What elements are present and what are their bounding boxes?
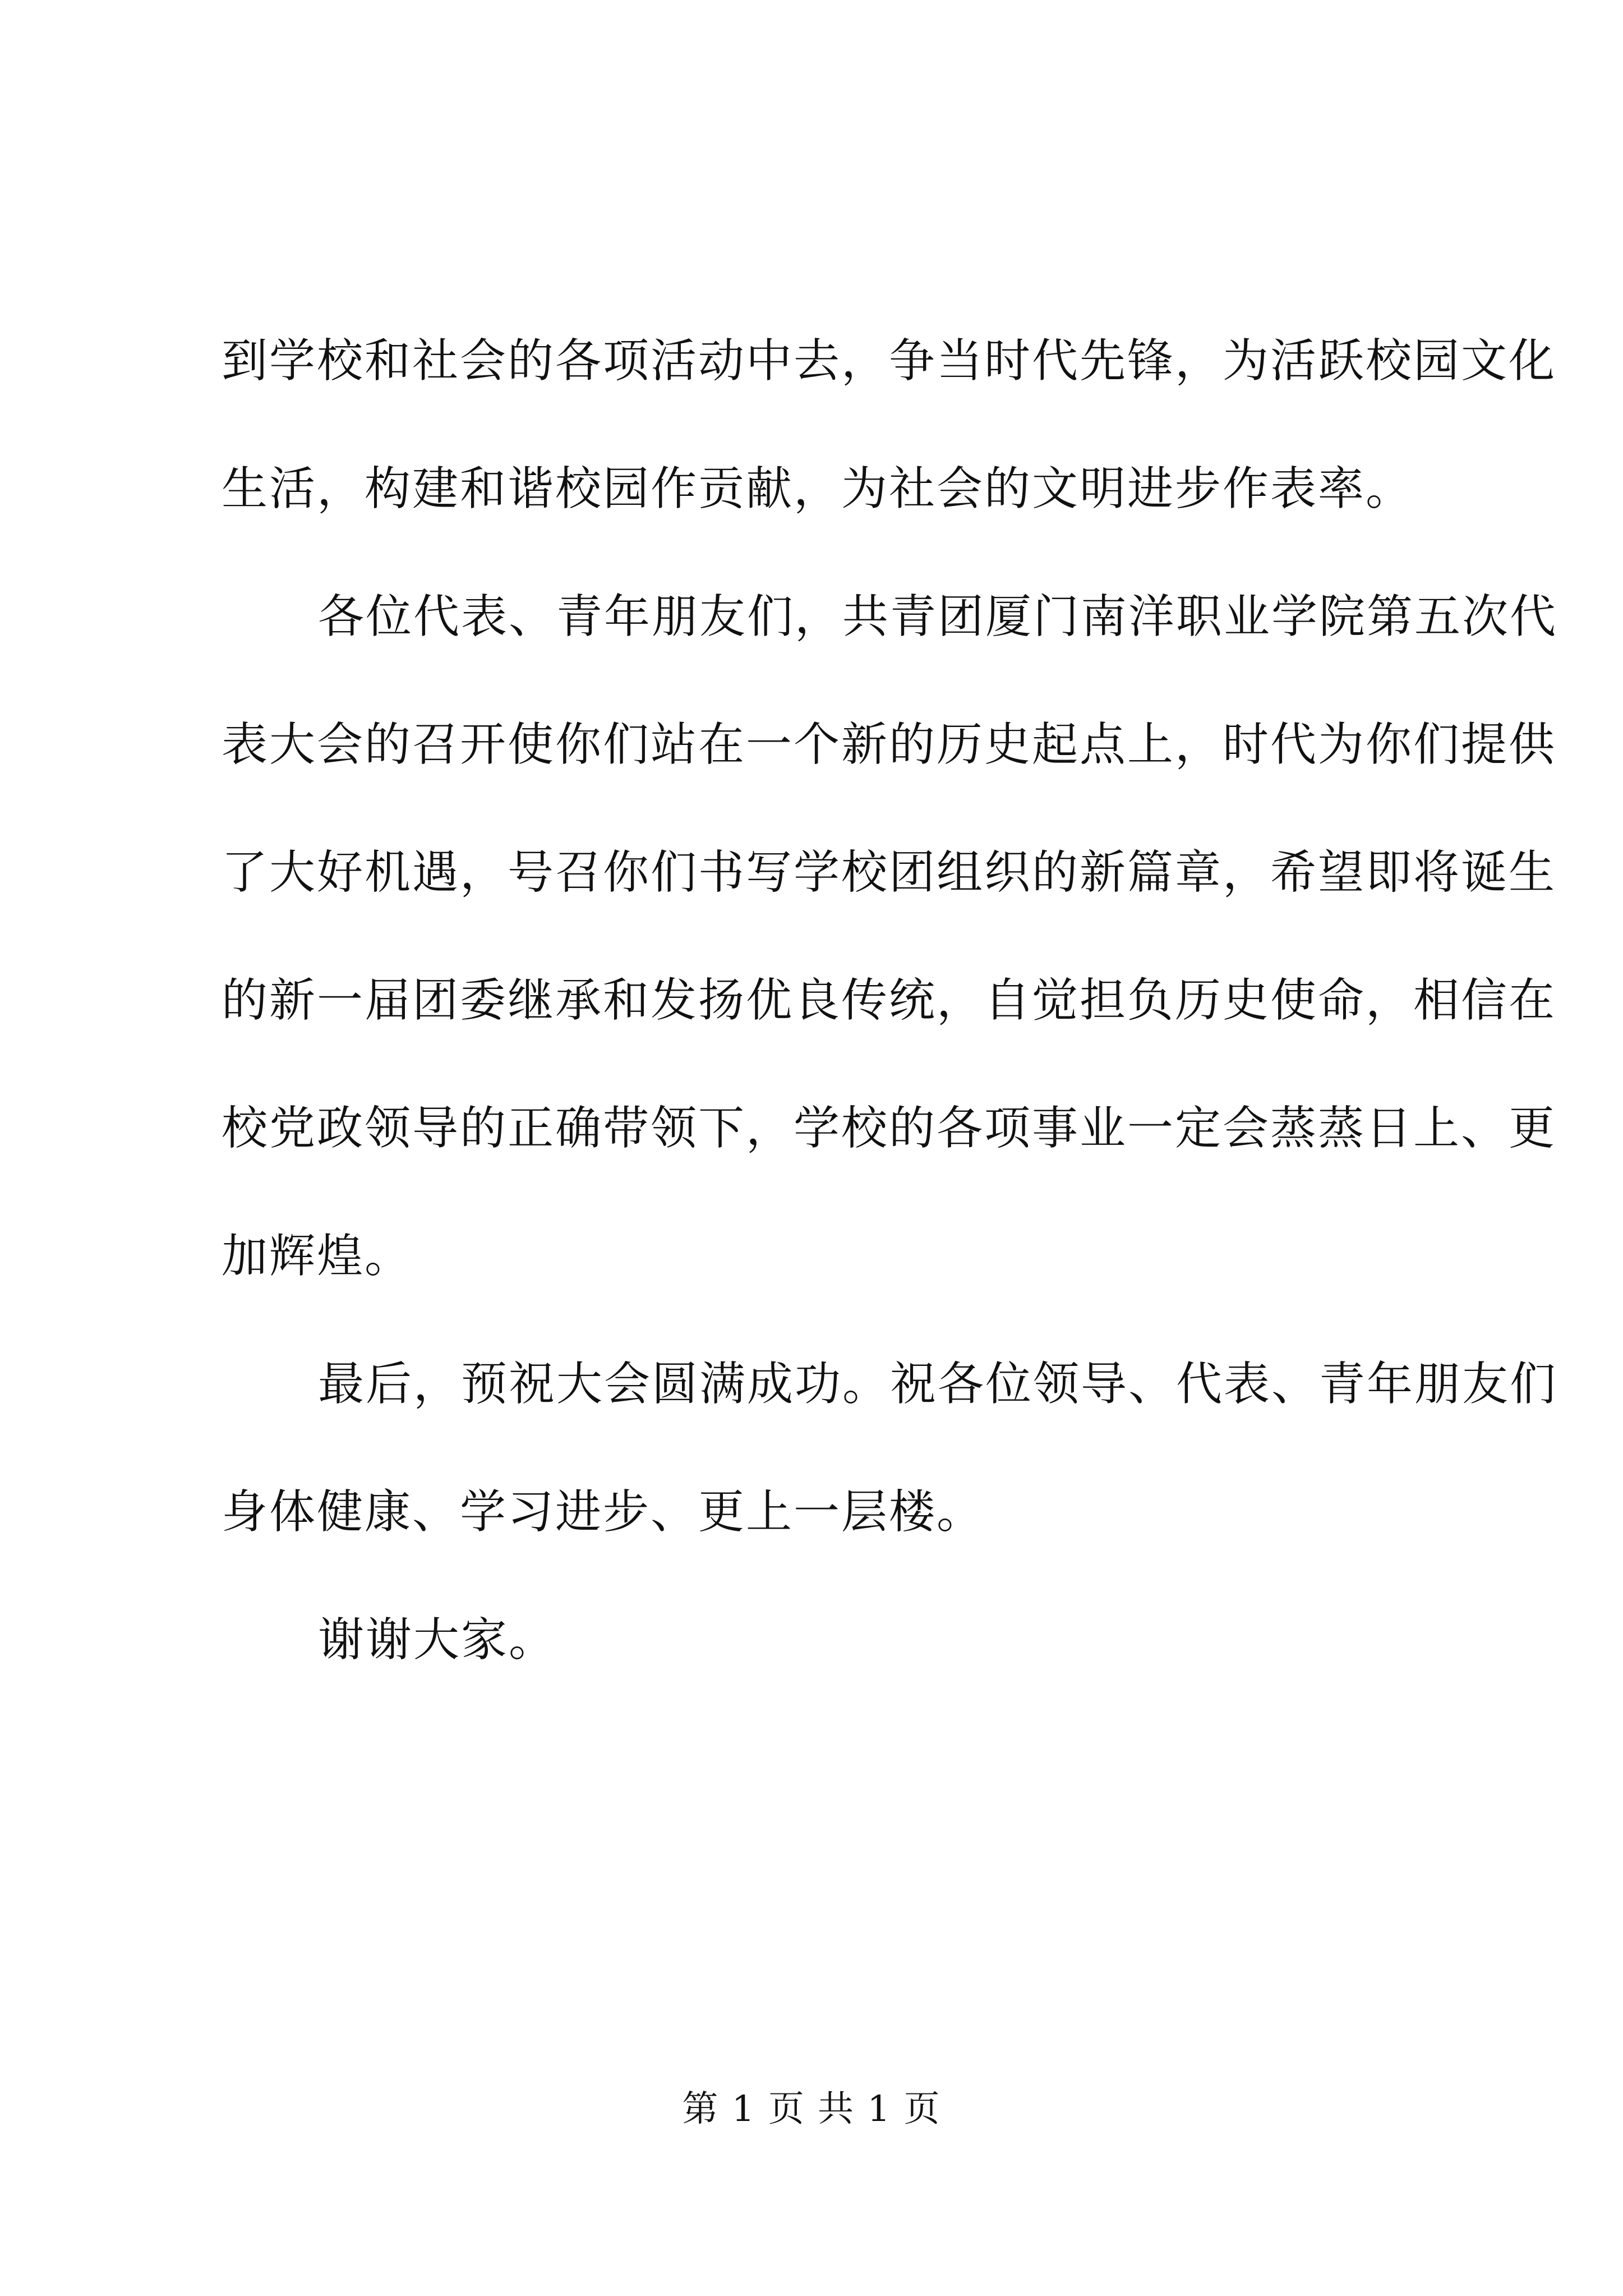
page-footer	[0, 2087, 1623, 2132]
paragraph-line: 的新一届团委继承和发扬优良传统，自觉担负历史使命，相信在	[222, 974, 1557, 1027]
paragraph-3	[222, 1320, 1558, 1576]
paragraph-line: 身体健康、学习进步、更上一层楼。	[222, 1485, 985, 1539]
paragraph-line: 校党政领导的正确带领下，学校的各项事业一定会蒸蒸日上、更	[222, 1102, 1557, 1155]
paragraph-2	[222, 553, 1558, 1320]
paragraph-line: 了大好机遇，号召你们书写学校团组织的新篇章，希望即将诞生	[222, 846, 1557, 899]
document-body	[222, 297, 1558, 1704]
paragraph-line: 生活，构建和谐校园作贡献，为社会的文明进步作表率。	[222, 462, 1414, 516]
paragraph-line: 加辉煌。	[222, 1230, 413, 1283]
paragraph-line: 最后，预祝大会圆满成功。祝各位领导、代表、青年朋友们	[318, 1358, 1558, 1411]
paragraph-line: 表大会的召开使你们站在一个新的历史起点上，时代为你们提供	[222, 718, 1557, 771]
paragraph-line: 各位代表、青年朋友们，共青团厦门南洋职业学院第五次代	[318, 590, 1558, 643]
paragraph-4	[222, 1576, 1433, 1704]
page-number-label: 第 1 页 共 1 页	[682, 2088, 941, 2130]
paragraph-line: 谢谢大家。	[318, 1613, 557, 1667]
paragraph-1	[222, 297, 1557, 553]
paragraph-line: 到学校和社会的各项活动中去，争当时代先锋，为活跃校园文化	[222, 334, 1557, 388]
